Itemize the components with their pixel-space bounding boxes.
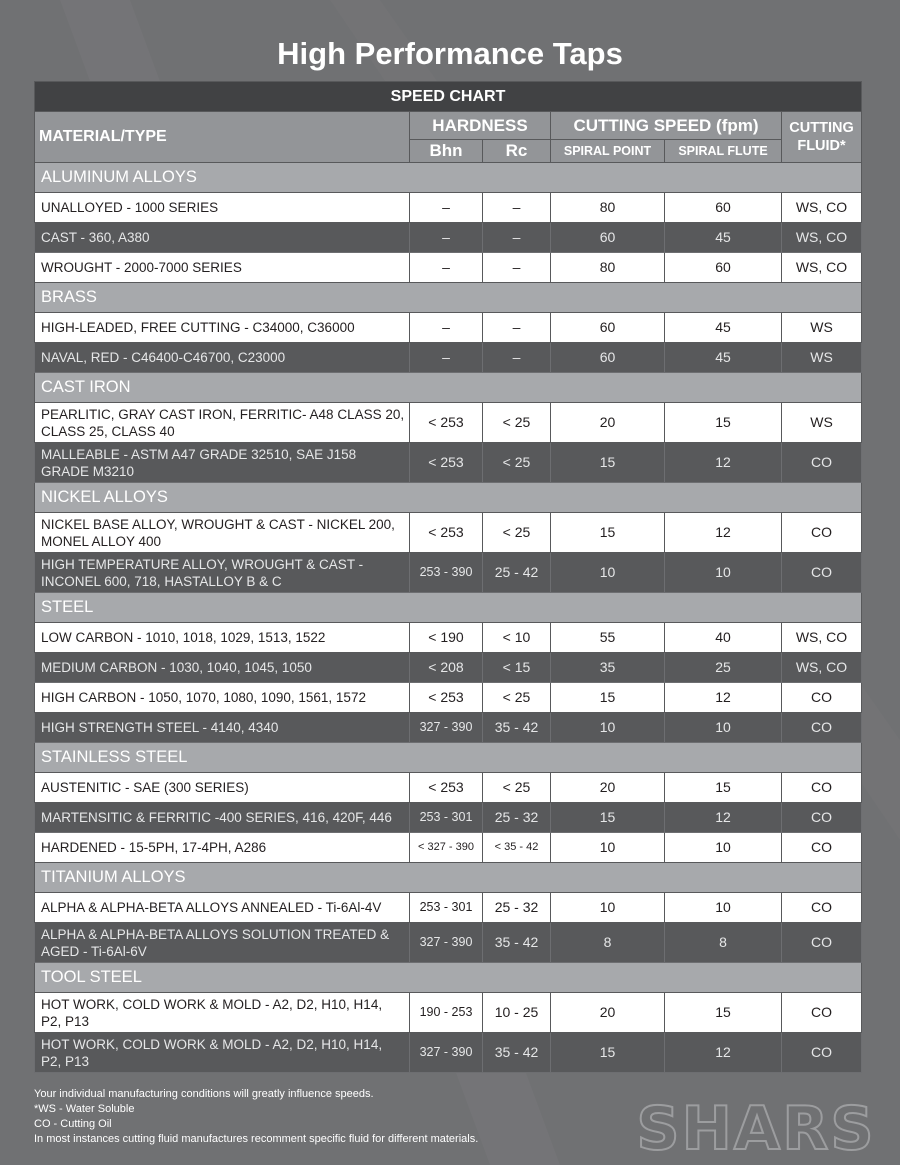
spiral-flute-cell: 10 — [665, 833, 782, 863]
fluid-cell: CO — [782, 713, 862, 743]
table-row — [35, 653, 862, 683]
table-row — [35, 553, 862, 593]
material-cell: MEDIUM CARBON - 1030, 1040, 1045, 1050 — [35, 653, 410, 683]
material-type-header: MATERIAL/TYPE — [35, 112, 410, 163]
spiral-flute-cell: 8 — [665, 923, 782, 963]
spiral-point-cell: 15 — [551, 803, 665, 833]
table-row — [35, 1033, 862, 1073]
bhn-cell: < 208 — [410, 653, 483, 683]
table-row — [35, 403, 862, 443]
spiral-point-cell: 60 — [551, 313, 665, 343]
table-row — [35, 193, 862, 223]
fluid-cell: CO — [782, 553, 862, 593]
table-row — [35, 773, 862, 803]
hardness-header: HARDNESS — [410, 112, 551, 140]
bhn-cell: 327 - 390 — [410, 1033, 483, 1073]
bhn-cell: – — [410, 193, 483, 223]
rc-cell: < 25 — [483, 773, 551, 803]
fluid-cell: WS, CO — [782, 223, 862, 253]
spiral-flute-cell: 45 — [665, 313, 782, 343]
rc-cell: 25 - 32 — [483, 893, 551, 923]
spiral-flute-cell: 60 — [665, 193, 782, 223]
cutting-fluid-header-line2: FLUID* — [797, 138, 846, 154]
spiral-point-cell: 8 — [551, 923, 665, 963]
spiral-point-cell: 15 — [551, 443, 665, 483]
material-cell: HIGH STRENGTH STEEL - 4140, 4340 — [35, 713, 410, 743]
spiral-flute-cell: 15 — [665, 773, 782, 803]
bhn-cell: 253 - 301 — [410, 803, 483, 833]
spiral-flute-cell: 12 — [665, 683, 782, 713]
spiral-flute-cell: 15 — [665, 993, 782, 1033]
footnote-line: *WS - Water Soluble — [34, 1103, 135, 1115]
fluid-cell: CO — [782, 773, 862, 803]
spiral-point-cell: 10 — [551, 713, 665, 743]
rc-cell: – — [483, 223, 551, 253]
rc-cell: 25 - 32 — [483, 803, 551, 833]
table-row — [35, 923, 862, 963]
spiral-point-cell: 20 — [551, 403, 665, 443]
spiral-point-cell: 20 — [551, 993, 665, 1033]
bhn-cell: < 253 — [410, 773, 483, 803]
spiral-point-cell: 15 — [551, 513, 665, 553]
table-row — [35, 343, 862, 373]
fluid-cell: CO — [782, 923, 862, 963]
spiral-flute-header: SPIRAL FLUTE — [665, 140, 782, 163]
bhn-cell: < 253 — [410, 403, 483, 443]
bhn-cell: < 190 — [410, 623, 483, 653]
rc-cell: < 10 — [483, 623, 551, 653]
spiral-point-cell: 10 — [551, 893, 665, 923]
bhn-cell: 327 - 390 — [410, 923, 483, 963]
spiral-flute-cell: 15 — [665, 403, 782, 443]
spiral-point-cell: 80 — [551, 193, 665, 223]
spiral-point-cell: 15 — [551, 683, 665, 713]
fluid-cell: CO — [782, 683, 862, 713]
rc-cell: < 15 — [483, 653, 551, 683]
spiral-flute-cell: 12 — [665, 443, 782, 483]
cutting-speed-header: CUTTING SPEED (fpm) — [551, 112, 782, 140]
fluid-cell: WS, CO — [782, 653, 862, 683]
bhn-cell: 327 - 390 — [410, 713, 483, 743]
page-title: High Performance Taps — [277, 36, 623, 71]
table-row — [35, 713, 862, 743]
spiral-flute-cell: 12 — [665, 513, 782, 553]
spiral-flute-cell: 60 — [665, 253, 782, 283]
rc-cell: 10 - 25 — [483, 993, 551, 1033]
fluid-cell: WS — [782, 343, 862, 373]
table-row — [35, 443, 862, 483]
fluid-cell: WS — [782, 403, 862, 443]
rc-cell: < 35 - 42 — [483, 833, 551, 863]
footnote-line: CO - Cutting Oil — [34, 1118, 112, 1130]
bhn-cell: < 253 — [410, 513, 483, 553]
table-row — [35, 683, 862, 713]
table-row — [35, 513, 862, 553]
table-row — [35, 893, 862, 923]
category-aluminum-alloys: ALUMINUM ALLOYS — [35, 163, 862, 193]
rc-cell: 35 - 42 — [483, 1033, 551, 1073]
spiral-point-cell: 15 — [551, 1033, 665, 1073]
bhn-cell: < 253 — [410, 683, 483, 713]
footnote-line: Your individual manufacturing conditions will greatly influence speeds. — [34, 1088, 374, 1100]
material-cell: UNALLOYED - 1000 SERIES — [35, 193, 410, 223]
material-cell: AUSTENITIC - SAE (300 SERIES) — [35, 773, 410, 803]
table-row — [35, 253, 862, 283]
fluid-cell: CO — [782, 833, 862, 863]
spiral-flute-cell: 45 — [665, 343, 782, 373]
spiral-point-cell: 60 — [551, 343, 665, 373]
bhn-cell: – — [410, 223, 483, 253]
table-row — [35, 313, 862, 343]
material-cell: NAVAL, RED - C46400-C46700, C23000 — [35, 343, 410, 373]
material-cell: HOT WORK, COLD WORK & MOLD - A2, D2, H10, H14, P2, P13 — [35, 993, 410, 1033]
spiral-point-cell: 20 — [551, 773, 665, 803]
material-cell: ALPHA & ALPHA-BETA ALLOYS ANNEALED - Ti-6Al-4V — [35, 893, 410, 923]
cutting-fluid-header — [782, 112, 862, 163]
bhn-cell: – — [410, 253, 483, 283]
table-row — [35, 833, 862, 863]
category-tool-steel: TOOL STEEL — [35, 963, 862, 993]
material-cell: HIGH-LEADED, FREE CUTTING - C34000, C36000 — [35, 313, 410, 343]
category-titanium-alloys: TITANIUM ALLOYS — [35, 863, 862, 893]
spiral-flute-cell: 10 — [665, 893, 782, 923]
category-brass: BRASS — [35, 283, 862, 313]
bhn-cell: 190 - 253 — [410, 993, 483, 1033]
rc-cell: < 25 — [483, 683, 551, 713]
cutting-fluid-header-line1: CUTTING — [789, 120, 854, 136]
category-cast-iron: CAST IRON — [35, 373, 862, 403]
spiral-point-cell: 80 — [551, 253, 665, 283]
rc-cell: 35 - 42 — [483, 713, 551, 743]
spiral-point-cell: 10 — [551, 553, 665, 593]
rc-cell: – — [483, 343, 551, 373]
spiral-flute-cell: 12 — [665, 1033, 782, 1073]
rc-cell: – — [483, 253, 551, 283]
material-cell: HOT WORK, COLD WORK & MOLD - A2, D2, H10, H14, P2, P13 — [35, 1033, 410, 1073]
rc-header: Rc — [483, 140, 551, 163]
material-cell: ALPHA & ALPHA-BETA ALLOYS SOLUTION TREATED & AGED - Ti-6Al-6V — [35, 923, 410, 963]
footnotes — [34, 1087, 594, 1147]
fluid-cell: CO — [782, 993, 862, 1033]
material-cell: MALLEABLE - ASTM A47 GRADE 32510, SAE J158 GRADE M3210 — [35, 443, 410, 483]
table-row — [35, 223, 862, 253]
spiral-point-cell: 60 — [551, 223, 665, 253]
spiral-flute-cell: 45 — [665, 223, 782, 253]
bhn-cell: – — [410, 343, 483, 373]
bhn-header: Bhn — [410, 140, 483, 163]
fluid-cell: WS, CO — [782, 193, 862, 223]
logo-text: SHARS — [636, 1094, 876, 1164]
material-cell: WROUGHT - 2000-7000 SERIES — [35, 253, 410, 283]
rc-cell: 25 - 42 — [483, 553, 551, 593]
bhn-cell: 253 - 390 — [410, 553, 483, 593]
rc-cell: – — [483, 193, 551, 223]
rc-cell: < 25 — [483, 403, 551, 443]
footnote-line: In most instances cutting fluid manufactures recomment specific fluid for different materials. — [34, 1133, 479, 1145]
bhn-cell: < 253 — [410, 443, 483, 483]
bhn-cell: – — [410, 313, 483, 343]
material-cell: MARTENSITIC & FERRITIC -400 SERIES, 416, 420F, 446 — [35, 803, 410, 833]
rc-cell: – — [483, 313, 551, 343]
shars-logo — [632, 1068, 880, 1164]
rc-cell: 35 - 42 — [483, 923, 551, 963]
fluid-cell: CO — [782, 443, 862, 483]
category-nickel-alloys: NICKEL ALLOYS — [35, 483, 862, 513]
speed-chart-caption: SPEED CHART — [35, 82, 862, 112]
table-row — [35, 623, 862, 653]
spiral-flute-cell: 12 — [665, 803, 782, 833]
spiral-point-header: SPIRAL POINT — [551, 140, 665, 163]
spiral-flute-cell: 40 — [665, 623, 782, 653]
fluid-cell: CO — [782, 893, 862, 923]
fluid-cell: WS, CO — [782, 623, 862, 653]
spiral-flute-cell: 10 — [665, 553, 782, 593]
material-cell: CAST - 360, A380 — [35, 223, 410, 253]
fluid-cell: CO — [782, 1033, 862, 1073]
spiral-point-cell: 10 — [551, 833, 665, 863]
table-row — [35, 803, 862, 833]
material-cell: HARDENED - 15-5PH, 17-4PH, A286 — [35, 833, 410, 863]
spiral-flute-cell: 25 — [665, 653, 782, 683]
speed-chart-table — [34, 81, 862, 1073]
fluid-cell: CO — [782, 803, 862, 833]
bhn-cell: 253 - 301 — [410, 893, 483, 923]
material-cell: LOW CARBON - 1010, 1018, 1029, 1513, 1522 — [35, 623, 410, 653]
category-steel: STEEL — [35, 593, 862, 623]
spiral-point-cell: 55 — [551, 623, 665, 653]
fluid-cell: WS, CO — [782, 253, 862, 283]
material-cell: HIGH CARBON - 1050, 1070, 1080, 1090, 1561, 1572 — [35, 683, 410, 713]
material-cell: HIGH TEMPERATURE ALLOY, WROUGHT & CAST - INCONEL 600, 718, HASTALLOY B & C — [35, 553, 410, 593]
category-stainless-steel: STAINLESS STEEL — [35, 743, 862, 773]
material-cell: PEARLITIC, GRAY CAST IRON, FERRITIC- A48 CLASS 20, CLASS 25, CLASS 40 — [35, 403, 410, 443]
rc-cell: < 25 — [483, 443, 551, 483]
rc-cell: < 25 — [483, 513, 551, 553]
table-row — [35, 993, 862, 1033]
bhn-cell: < 327 - 390 — [410, 833, 483, 863]
spiral-flute-cell: 10 — [665, 713, 782, 743]
spiral-point-cell: 35 — [551, 653, 665, 683]
material-cell: NICKEL BASE ALLOY, WROUGHT & CAST - NICKEL 200, MONEL ALLOY 400 — [35, 513, 410, 553]
fluid-cell: CO — [782, 513, 862, 553]
fluid-cell: WS — [782, 313, 862, 343]
